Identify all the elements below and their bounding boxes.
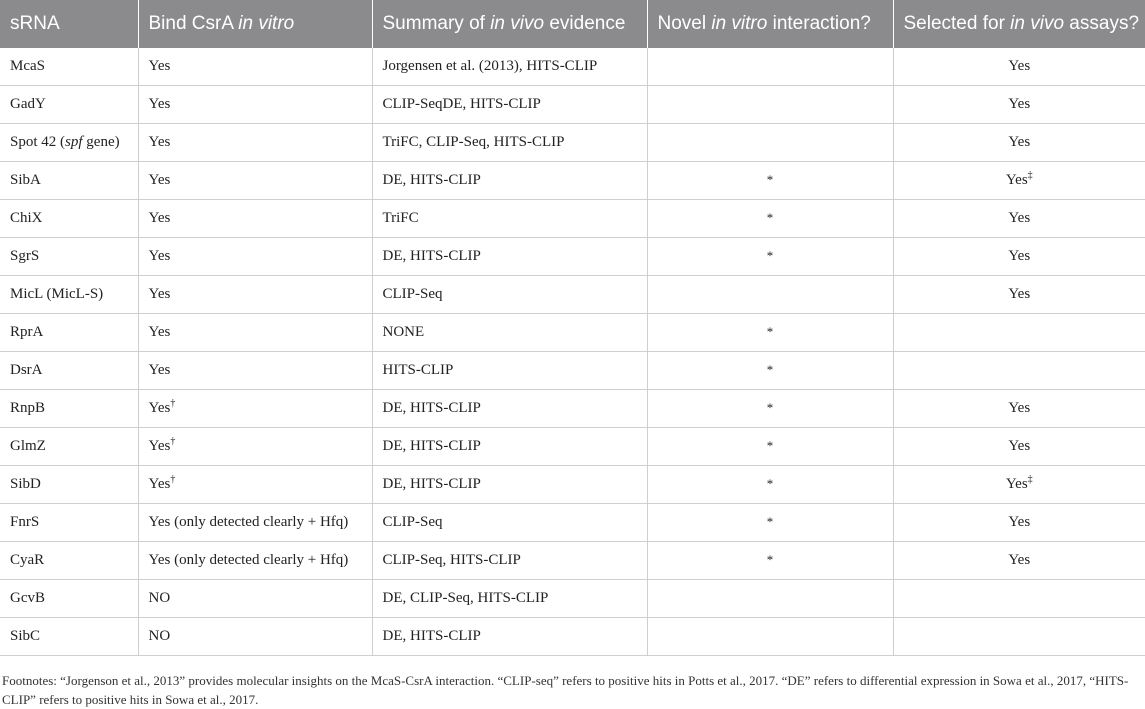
footnote: Footnotes: “Jorgenson et al., 2013” provides molecular insights on the McaS-CsrA interaction. “CLIP-seq” refers to positive hits in Potts et al., 2017. “DE” refers to differential expression in Sowa et al., 2017, “HITS-CLIP” refers to positive hits in Sowa et al., 2017.: [2, 673, 1129, 707]
evidence-cell: [372, 466, 647, 504]
evidence-value: HITS-CLIP: [382, 362, 454, 378]
bind-footnote-mark: †: [170, 436, 176, 447]
bind-cell: [138, 542, 372, 580]
table-row: [0, 124, 1145, 162]
srna-cell: [0, 542, 138, 580]
evidence-cell: [372, 390, 647, 428]
header-bind-csra: Bind CsrA in vitro: [138, 0, 372, 48]
evidence-value: CLIP-SeqDE, HITS-CLIP: [382, 96, 541, 112]
selected-value: Yes: [1008, 552, 1031, 568]
evidence-cell: [372, 504, 647, 542]
novel-cell: [647, 390, 893, 428]
bind-cell: [138, 352, 372, 390]
srna-cell: [0, 504, 138, 542]
selected-value: Yes: [1008, 286, 1031, 302]
selected-cell: [893, 124, 1145, 162]
selected-cell: [893, 352, 1145, 390]
srna-name: CyaR: [10, 552, 45, 568]
table-row: [0, 504, 1145, 542]
bind-footnote-mark: †: [170, 474, 176, 485]
table-row: [0, 542, 1145, 580]
bind-cell: [138, 48, 372, 86]
bind-cell: [138, 428, 372, 466]
novel-asterisk: *: [766, 362, 774, 377]
bind-cell: [138, 86, 372, 124]
srna-name: Spot 42 (: [10, 134, 66, 150]
novel-asterisk: *: [766, 438, 774, 453]
bind-value: Yes: [148, 58, 171, 74]
evidence-cell: [372, 48, 647, 86]
bind-cell: [138, 618, 372, 656]
srna-cell: [0, 466, 138, 504]
selected-value: Yes: [1008, 58, 1031, 74]
evidence-cell: [372, 428, 647, 466]
bind-value: Yes (only detected clearly + Hfq): [148, 514, 349, 530]
evidence-value: DE, HITS-CLIP: [382, 628, 481, 644]
novel-cell: [647, 428, 893, 466]
novel-asterisk: *: [766, 324, 774, 339]
bind-value: NO: [148, 590, 171, 606]
bind-value: NO: [148, 628, 171, 644]
table-row: [0, 466, 1145, 504]
srna-cell: [0, 200, 138, 238]
bind-cell: [138, 504, 372, 542]
selected-cell: [893, 390, 1145, 428]
novel-asterisk: *: [766, 400, 774, 415]
srna-cell: [0, 352, 138, 390]
bind-cell: [138, 162, 372, 200]
srna-gene-italic: spf: [65, 134, 83, 150]
table-row: [0, 428, 1145, 466]
bind-value: Yes: [148, 210, 171, 226]
bind-value: Yes: [148, 324, 171, 340]
bind-value: Yes: [148, 172, 171, 188]
bind-cell: [138, 238, 372, 276]
header-novel-interaction: Novel in vitro interaction?: [647, 0, 893, 48]
novel-asterisk: *: [766, 210, 774, 225]
bind-cell: [138, 200, 372, 238]
srna-cell: [0, 86, 138, 124]
srna-cell: [0, 428, 138, 466]
novel-asterisk: *: [766, 552, 774, 567]
evidence-value: DE, HITS-CLIP: [382, 438, 481, 454]
srna-name: GlmZ: [10, 438, 46, 454]
srna-name: GadY: [10, 96, 46, 112]
novel-cell: [647, 314, 893, 352]
srna-name: SibD: [10, 476, 41, 492]
novel-cell: [647, 48, 893, 86]
srna-cell: [0, 48, 138, 86]
table-row: [0, 162, 1145, 200]
table-row: [0, 238, 1145, 276]
srna-name: SibA: [10, 172, 41, 188]
srna-cell: [0, 276, 138, 314]
srna-name: ChiX: [10, 210, 43, 226]
srna-name: SibC: [10, 628, 41, 644]
novel-cell: [647, 466, 893, 504]
evidence-cell: [372, 200, 647, 238]
evidence-value: DE, HITS-CLIP: [382, 172, 481, 188]
srna-name: SgrS: [10, 248, 40, 264]
evidence-value: NONE: [382, 324, 425, 340]
selected-value: Yes: [1008, 248, 1031, 264]
srna-cell: [0, 238, 138, 276]
srna-cell: [0, 314, 138, 352]
bind-value: Yes: [148, 476, 171, 492]
novel-cell: [647, 504, 893, 542]
selected-cell: [893, 428, 1145, 466]
srna-name: DsrA: [10, 362, 43, 378]
selected-cell: [893, 466, 1145, 504]
selected-value: Yes: [1008, 438, 1031, 454]
selected-cell: [893, 48, 1145, 86]
table-row: [0, 314, 1145, 352]
srna-name: RprA: [10, 324, 44, 340]
selected-value: Yes: [1008, 96, 1031, 112]
bind-value: Yes: [148, 134, 171, 150]
header-srna: sRNA: [0, 0, 138, 48]
srna-cell: [0, 618, 138, 656]
novel-cell: [647, 162, 893, 200]
selected-cell: [893, 86, 1145, 124]
srna-name: McaS: [10, 58, 45, 74]
novel-cell: [647, 124, 893, 162]
evidence-value: TriFC: [382, 210, 419, 226]
selected-footnote-mark: ‡: [1027, 170, 1033, 181]
table-row: [0, 276, 1145, 314]
bind-footnote-mark: †: [170, 398, 176, 409]
novel-asterisk: *: [766, 248, 774, 263]
selected-cell: [893, 276, 1145, 314]
srna-cell: [0, 162, 138, 200]
srna-cell: [0, 580, 138, 618]
evidence-cell: [372, 162, 647, 200]
selected-value: Yes: [1008, 210, 1031, 226]
bind-value: Yes: [148, 400, 171, 416]
srna-name: FnrS: [10, 514, 40, 530]
novel-asterisk: *: [766, 514, 774, 529]
table-body: [0, 48, 1145, 656]
novel-cell: [647, 86, 893, 124]
table-row: [0, 352, 1145, 390]
bind-cell: [138, 314, 372, 352]
evidence-cell: [372, 542, 647, 580]
bind-value: Yes (only detected clearly + Hfq): [148, 552, 349, 568]
evidence-cell: [372, 618, 647, 656]
bind-value: Yes: [148, 362, 171, 378]
table-row: [0, 86, 1145, 124]
evidence-cell: [372, 238, 647, 276]
selected-cell: [893, 618, 1145, 656]
bind-cell: [138, 124, 372, 162]
evidence-cell: [372, 124, 647, 162]
selected-cell: [893, 504, 1145, 542]
evidence-cell: [372, 580, 647, 618]
table-row: [0, 200, 1145, 238]
evidence-value: CLIP-Seq: [382, 286, 443, 302]
srna-name: RnpB: [10, 400, 46, 416]
evidence-value: DE, HITS-CLIP: [382, 400, 481, 416]
evidence-cell: [372, 314, 647, 352]
selected-cell: [893, 314, 1145, 352]
selected-cell: [893, 542, 1145, 580]
novel-cell: [647, 580, 893, 618]
evidence-value: DE, HITS-CLIP: [382, 476, 481, 492]
evidence-value: TriFC, CLIP-Seq, HITS-CLIP: [382, 134, 565, 150]
novel-asterisk: *: [766, 172, 774, 187]
novel-cell: [647, 352, 893, 390]
bind-cell: [138, 276, 372, 314]
srna-cell: [0, 390, 138, 428]
bind-cell: [138, 466, 372, 504]
evidence-cell: [372, 352, 647, 390]
selected-cell: [893, 200, 1145, 238]
srna-name: GcvB: [10, 590, 45, 606]
evidence-cell: [372, 86, 647, 124]
table-row: [0, 580, 1145, 618]
bind-value: Yes: [148, 248, 171, 264]
evidence-value: CLIP-Seq: [382, 514, 443, 530]
novel-cell: [647, 276, 893, 314]
bind-cell: [138, 390, 372, 428]
bind-value: Yes: [148, 286, 171, 302]
novel-asterisk: *: [766, 476, 774, 491]
evidence-cell: [372, 276, 647, 314]
header-selected-assays: Selected for in vivo assays?: [893, 0, 1145, 48]
table-header: [0, 0, 1145, 48]
selected-cell: [893, 162, 1145, 200]
novel-cell: [647, 200, 893, 238]
table-row: [0, 618, 1145, 656]
novel-cell: [647, 542, 893, 580]
srna-name: MicL (MicL-S): [10, 286, 104, 302]
selected-value: Yes: [1008, 134, 1031, 150]
selected-cell: [893, 238, 1145, 276]
selected-value: Yes: [1005, 172, 1028, 188]
evidence-value: DE, CLIP-Seq, HITS-CLIP: [382, 590, 549, 606]
selected-footnote-mark: ‡: [1027, 474, 1033, 485]
novel-cell: [647, 238, 893, 276]
selected-value: Yes: [1008, 514, 1031, 530]
header-row: [0, 0, 1145, 48]
selected-value: Yes: [1008, 400, 1031, 416]
header-in-vivo-evidence: Summary of in vivo evidence: [372, 0, 647, 48]
bind-cell: [138, 580, 372, 618]
novel-cell: [647, 618, 893, 656]
evidence-value: Jorgensen et al. (2013), HITS-CLIP: [382, 58, 598, 74]
evidence-value: DE, HITS-CLIP: [382, 248, 481, 264]
bind-value: Yes: [148, 438, 171, 454]
selected-cell: [893, 580, 1145, 618]
srna-name-suffix: gene): [82, 134, 120, 150]
table-row: [0, 48, 1145, 86]
bind-value: Yes: [148, 96, 171, 112]
srna-cell: [0, 124, 138, 162]
table-row: [0, 390, 1145, 428]
evidence-value: CLIP-Seq, HITS-CLIP: [382, 552, 521, 568]
selected-value: Yes: [1005, 476, 1028, 492]
